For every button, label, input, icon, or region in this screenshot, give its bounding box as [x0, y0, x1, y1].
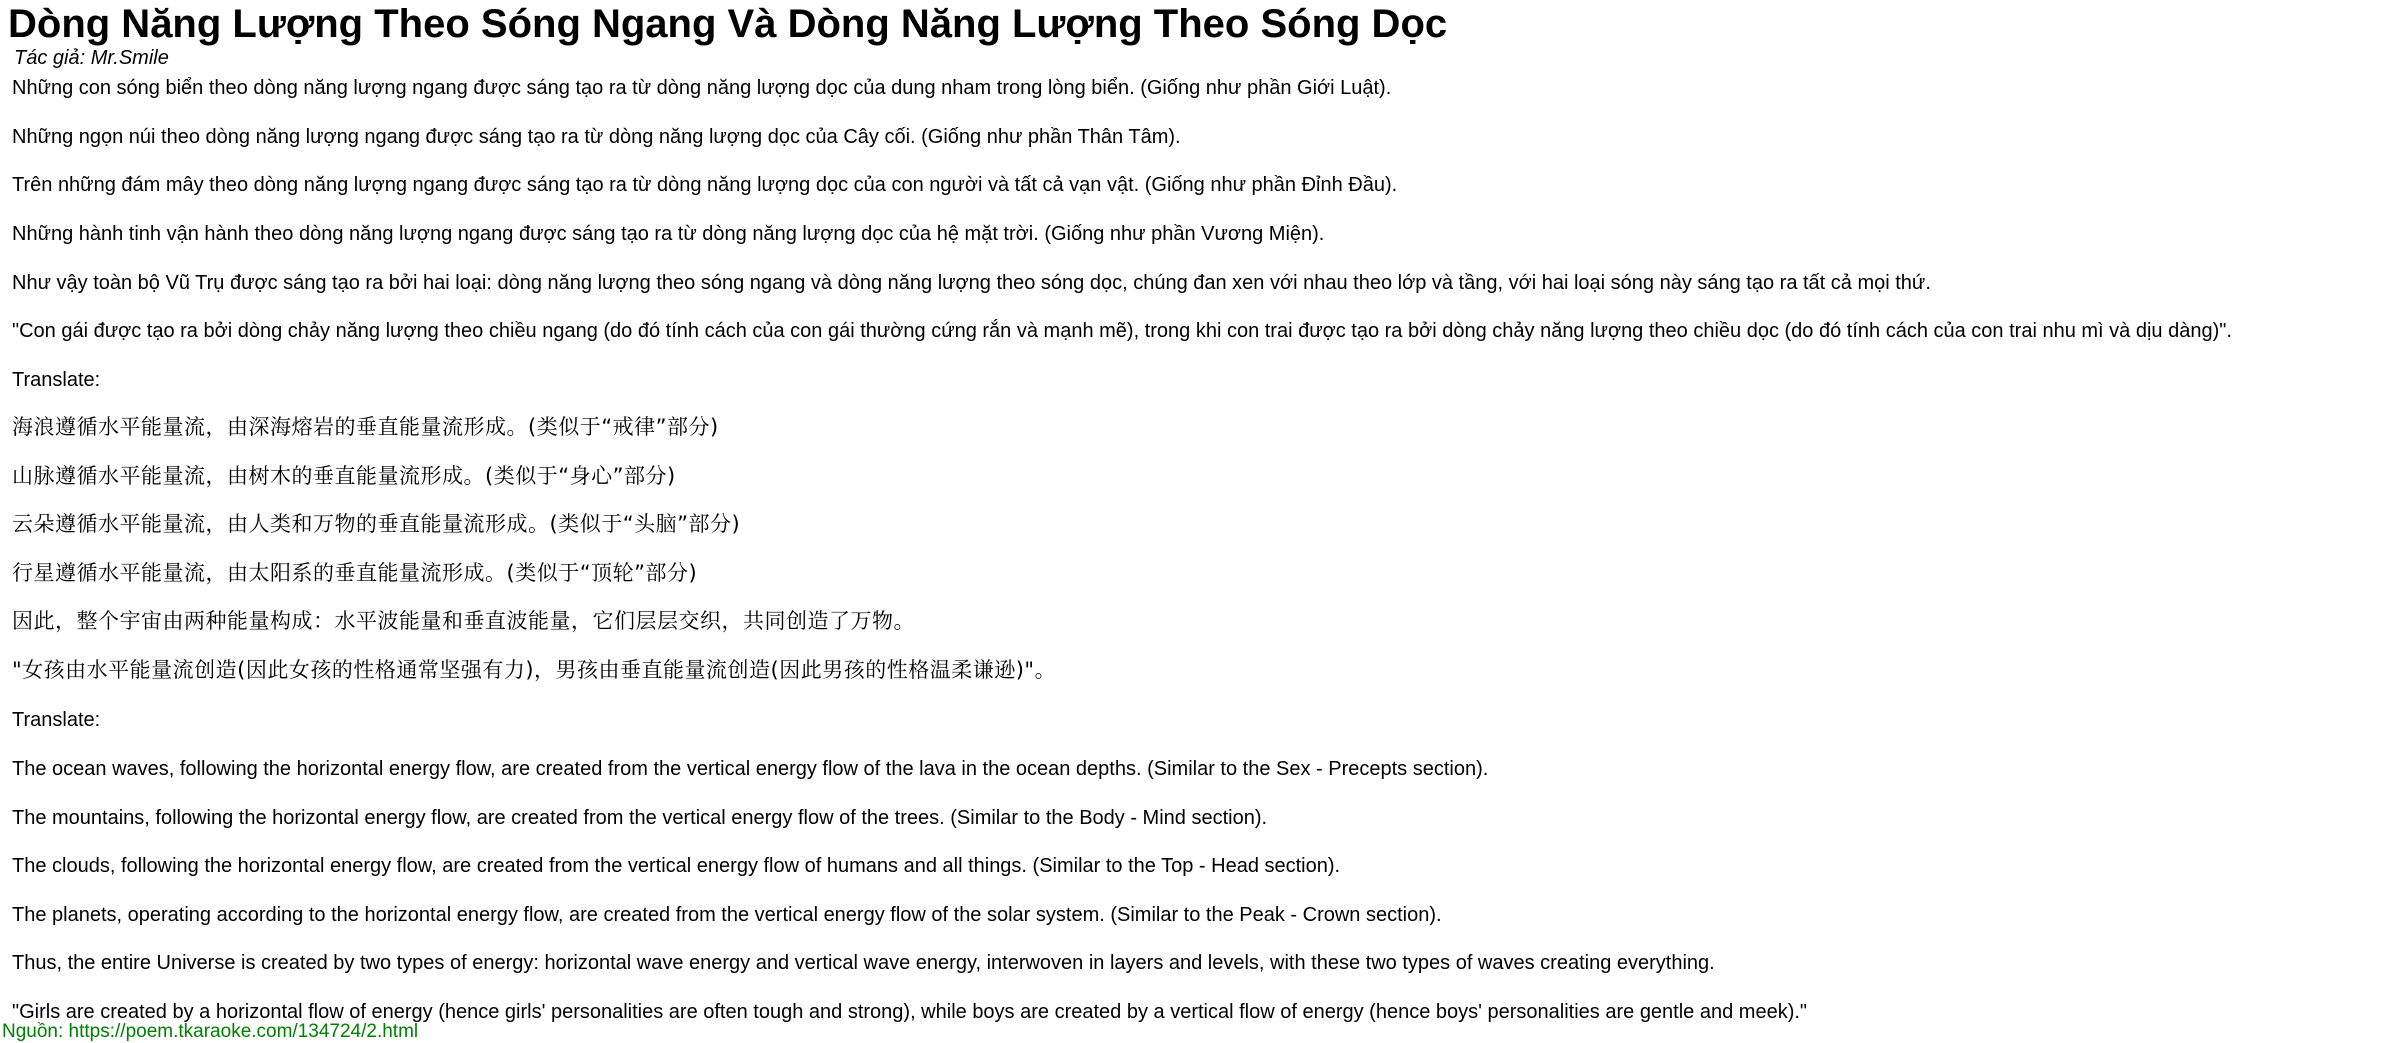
paragraph-en-6: "Girls are created by a horizontal flow of energy (hence girls' personalities are often tough and strong), while boys are created by a vertical flow of energy (hence boys' personalities are gentle and meek)."	[12, 1001, 1808, 1023]
paragraph-en-1: The ocean waves, following the horizontal energy flow, are created from the vertical energy flow of the lava in the ocean depths. (Similar to the Sex - Precepts section).	[12, 758, 1489, 780]
source-link[interactable]: Nguồn: https://poem.tkaraoke.com/134724/2.html	[2, 1021, 419, 1042]
translate-label-2: Translate:	[12, 709, 101, 731]
paragraph-1: Những con sóng biển theo dòng năng lượng ngang được sáng tạo ra từ dòng năng lượng dọc của dung nham trong lòng biển. (Giống như phần Giới Luật).	[12, 77, 1392, 99]
paragraph-en-3: The clouds, following the horizontal energy flow, are created from the vertical energy flow of humans and all things. (Similar to the Top - Head section).	[12, 855, 1341, 877]
paragraph-5: Như vậy toàn bộ Vũ Trụ được sáng tạo ra bởi hai loại: dòng năng lượng theo sóng ngang và dòng năng lượng theo sóng dọc, chúng đan xen với nhau theo lớp và tầng, với hai loại sóng này sáng tạo ra tất cả mọi thứ.	[12, 272, 1931, 294]
paragraph-6: "Con gái được tạo ra bởi dòng chảy năng lượng theo chiều ngang (do đó tính cách của con gái thường cứng rắn và mạnh mẽ), trong khi con trai được tạo ra bởi dòng chảy năng lượng theo chiều dọc (do đó tính cách của con trai nhu mì và dịu dàng)".	[12, 320, 2232, 342]
translate-label-1: Translate:	[12, 369, 101, 391]
paragraph-cn-1: 海浪遵循水平能量流，由深海熔岩的垂直能量流形成。(类似于“戒律”部分)	[12, 415, 719, 439]
paragraph-3: Trên những đám mây theo dòng năng lượng ngang được sáng tạo ra từ dòng năng lượng dọc của con người và tất cả vạn vật. (Giống như phần Đỉnh Đầu).	[12, 174, 1398, 196]
paragraph-cn-3: 云朵遵循水平能量流，由人类和万物的垂直能量流形成。(类似于“头脑”部分)	[12, 512, 741, 536]
paragraph-cn-2: 山脉遵循水平能量流，由树木的垂直能量流形成。(类似于“身心”部分)	[12, 464, 676, 488]
paragraph-cn-4: 行星遵循水平能量流，由太阳系的垂直能量流形成。(类似于“顶轮”部分)	[12, 561, 698, 585]
author-line: Tác giả: Mr.Smile	[14, 47, 169, 69]
paragraph-4: Những hành tinh vận hành theo dòng năng lượng ngang được sáng tạo ra từ dòng năng lượng dọc của hệ mặt trời. (Giống như phần Vương Miện).	[12, 223, 1325, 245]
paragraph-cn-5: 因此，整个宇宙由两种能量构成：水平波能量和垂直波能量，它们层层交织，共同创造了万物。	[12, 609, 915, 633]
paragraph-cn-6: "女孩由水平能量流创造(因此女孩的性格通常坚强有力)，男孩由垂直能量流创造(因此男孩的性格温柔谦逊)"。	[12, 658, 1057, 682]
paragraph-2: Những ngọn núi theo dòng năng lượng ngang được sáng tạo ra từ dòng năng lượng dọc của Cây cối. (Giống như phần Thân Tâm).	[12, 126, 1181, 148]
page-title: Dòng Năng Lượng Theo Sóng Ngang Và Dòng Năng Lượng Theo Sóng Dọc	[8, 2, 1448, 46]
paragraph-en-2: The mountains, following the horizontal energy flow, are created from the vertical energy flow of the trees. (Similar to the Body - Mind section).	[12, 807, 1268, 829]
paragraph-en-4: The planets, operating according to the horizontal energy flow, are created from the vertical energy flow of the solar system. (Similar to the Peak - Crown section).	[12, 904, 1442, 926]
paragraph-en-5: Thus, the entire Universe is created by two types of energy: horizontal wave energy and vertical wave energy, interwoven in layers and levels, with these two types of waves creating everything.	[12, 952, 1715, 974]
